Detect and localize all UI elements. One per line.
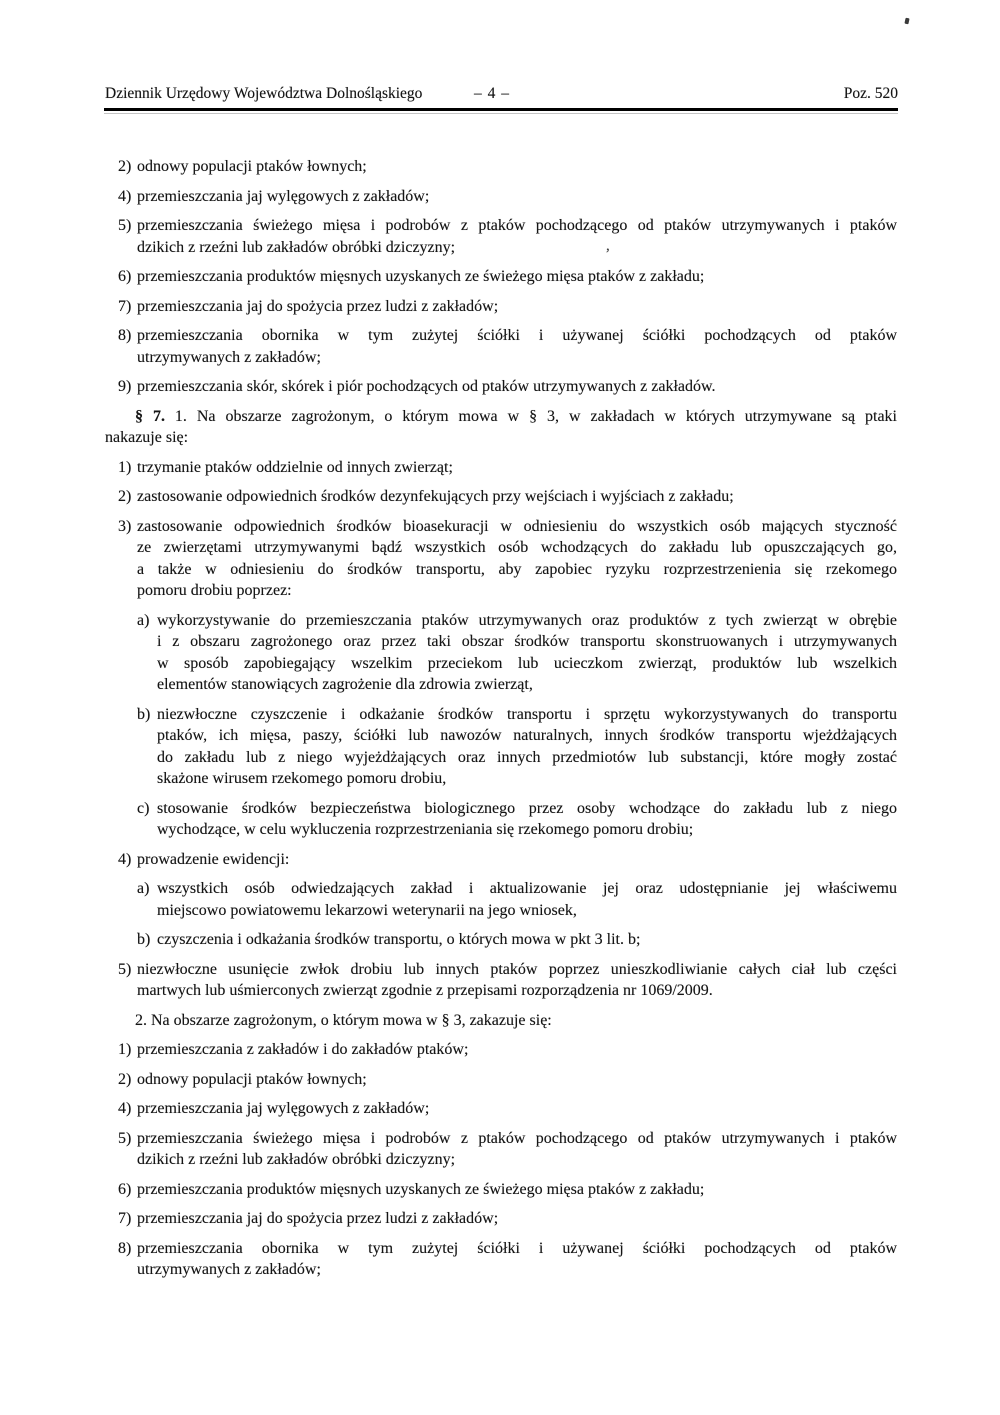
list-marker: 7) — [118, 1210, 132, 1227]
text-line: a także w odniesieniu do środków transportu, aby zapobiec ryzyku rozprzestrzenienia się rzekomego — [137, 560, 897, 578]
text-line: przemieszczania produktów mięsnych uzyskanych ze świeżego mięsa ptaków z zakładu; — [137, 268, 705, 285]
text-line: przemieszczania świeżego mięsa i podrobów z ptaków pochodzącego od ptaków utrzymywanych i ptaków — [137, 1129, 897, 1147]
list-marker: 1) — [118, 458, 132, 476]
list-item — [105, 215, 897, 258]
list-marker: 1) — [118, 1041, 132, 1058]
list-marker: 2) — [118, 488, 132, 505]
list-item — [105, 266, 897, 288]
list-item — [105, 704, 897, 790]
text-line: martwych lub uśmierconych zwierząt zgodnie z przepisami rozporządzenia nr 1069/2009. — [137, 982, 713, 999]
list-item — [105, 878, 897, 921]
list-item — [105, 1098, 897, 1120]
text-line: pomoru drobiu poprzez: — [137, 582, 292, 599]
text-line: przemieszczania jaj do spożycia przez ludzi z zakładów; — [137, 297, 499, 315]
list-marker: 2) — [118, 1070, 132, 1088]
text-line: nakazuje się: — [105, 429, 189, 446]
text-line: wszystkich osób odwiedzających zakład i aktualizowanie jej oraz udostępnianie jej właściwemu — [157, 880, 897, 897]
list-marker: a) — [137, 611, 150, 629]
section-number-bold: § 7. — [135, 407, 175, 425]
list-item — [105, 1039, 897, 1061]
list-item — [105, 1238, 897, 1281]
header-position-number: Poz. 520 — [843, 85, 898, 102]
header-page-number: – 4 – — [474, 85, 510, 102]
text-line: i z obszaru zagrożonego oraz przez taki obszar środków transportu skonstruowanych i utrzymywanych — [157, 633, 897, 650]
list-marker: 2) — [118, 158, 132, 175]
list-item — [105, 156, 897, 178]
section-paragraph — [105, 1010, 897, 1032]
text-line: do zakładu lub z niego wyjeżdżających oraz innych przedmiotów lub substancji, które mogły zostać — [157, 748, 897, 766]
list-marker: b) — [137, 931, 151, 948]
list-item — [105, 959, 897, 1002]
list-marker: 5) — [118, 960, 132, 978]
text-line: stosowanie środków bezpieczeństwa biologicznego przez osoby wchodzące do zakładu lub z niego — [157, 799, 897, 817]
header-rule — [104, 108, 898, 111]
text-line: przemieszczania jaj wylęgowych z zakładów; — [137, 1100, 430, 1117]
text-line: dzikich z rzeźni lub zakładów obróbki dziczyzny; — [137, 1151, 456, 1168]
list-marker: 4) — [118, 187, 132, 205]
text-line: zastosowanie odpowiednich środków bioasekuracji w odniesieniu do wszystkich osób mających styczność — [137, 517, 897, 535]
header-rule-echo — [104, 113, 898, 114]
list-item — [105, 1208, 897, 1230]
text-line: przemieszczania z zakładów i do zakładów ptaków; — [137, 1041, 469, 1058]
scan-artifact-speck — [904, 18, 909, 25]
text-line: 2. Na obszarze zagrożonym, o którym mowa w § 3, zakazuje się: — [135, 1011, 552, 1029]
text-line: niezwłoczne usunięcie zwłok drobiu lub innych ptaków poprzez unieszkodliwianie całych ciał lub części — [137, 960, 897, 978]
list-marker: 6) — [118, 1180, 132, 1198]
list-marker: 8) — [118, 1239, 132, 1257]
text-line: elementów stanowiących zagrożenie dla zdrowia zwierząt, — [157, 676, 533, 693]
text-line: miejscowo powiatowemu lekarzowi weterynarii na jego wniosek, — [157, 901, 577, 919]
list-item — [105, 516, 897, 602]
section-paragraph — [105, 406, 897, 449]
list-marker: 6) — [118, 268, 132, 285]
list-marker: 5) — [118, 217, 132, 234]
text-line: czyszczenia i odkażania środków transportu, o których mowa w pkt 3 lit. b; — [157, 931, 641, 948]
text-line: odnowy populacji ptaków łownych; — [137, 158, 367, 175]
text-line: ptaków, ich mięsa, paszy, ściółki lub nawozów naturalnych, innych środków transportu wjeżdżających — [157, 727, 897, 744]
text-line: przemieszczania jaj do spożycia przez ludzi z zakładów; — [137, 1210, 499, 1227]
text-line: niezwłoczne czyszczenie i odkażanie środków transportu i sprzętu wykorzystywanych do transportu — [157, 705, 897, 723]
list-item — [105, 1128, 897, 1171]
text-line: wykorzystywanie do przemieszczania ptaków utrzymywanych oraz produktów z tych zwierząt w obrębie — [157, 611, 897, 629]
text-line: przemieszczania jaj wylęgowych z zakładów; — [137, 187, 430, 205]
text-line: wychodzące, w celu wykluczenia rozprzestrzeniania się rzekomego pomoru drobiu; — [157, 821, 694, 838]
list-marker: 7) — [118, 297, 132, 315]
list-item — [105, 296, 897, 318]
list-marker: 5) — [118, 1129, 132, 1147]
list-item — [105, 376, 897, 398]
text-line: przemieszczania świeżego mięsa i podrobów z ptaków pochodzącego od ptaków utrzymywanych i ptaków — [137, 217, 897, 234]
list-marker: 9) — [118, 378, 132, 395]
text-line: przemieszczania obornika w tym zużytej ściółki i używanej ściółki pochodzących od ptaków — [137, 327, 897, 344]
list-marker: 4) — [118, 850, 132, 868]
list-item — [105, 610, 897, 696]
list-item — [105, 325, 897, 368]
scan-artifact-comma: , — [606, 238, 610, 254]
header-journal-title: Dziennik Urzędowy Województwa Dolnośląskiego — [105, 85, 423, 102]
list-marker: 8) — [118, 327, 132, 344]
list-marker: 3) — [118, 517, 132, 535]
list-marker: a) — [137, 880, 150, 897]
text-line: § 7. 1. Na obszarze zagrożonym, o którym mowa w § 3, w zakładach w których utrzymywane są ptaki — [135, 407, 898, 425]
text-line: zastosowanie odpowiednich środków dezynfekujących przy wejściach i wyjściach z zakładu; — [137, 488, 734, 505]
list-marker: 4) — [118, 1100, 132, 1117]
text-line: dzikich z rzeźni lub zakładów obróbki dziczyzny; — [137, 238, 456, 256]
text-line: utrzymywanych z zakładów; — [137, 1261, 321, 1278]
document-body — [105, 156, 897, 1289]
text-line: ze zwierzętami utrzymywanymi bądź wszystkich osób wchodzących do zakładu lub opuszczających go, — [137, 539, 897, 556]
list-item — [105, 929, 897, 951]
list-item — [105, 457, 897, 479]
list-item — [105, 798, 897, 841]
text-line: przemieszczania skór, skórek i piór pochodzących od ptaków utrzymywanych z zakładów. — [137, 378, 716, 395]
text-line: prowadzenie ewidencji: — [137, 850, 290, 868]
text-line: przemieszczania produktów mięsnych uzyskanych ze świeżego mięsa ptaków z zakładu; — [137, 1180, 705, 1198]
text-line: utrzymywanych z zakładów; — [137, 348, 321, 366]
text-line: odnowy populacji ptaków łownych; — [137, 1070, 367, 1088]
text-line: przemieszczania obornika w tym zużytej ściółki i używanej ściółki pochodzących od ptaków — [137, 1239, 897, 1257]
text-line: w sposób zapobiegający wszelkim przeciekom lub ucieczkom zwierząt, produktów lub wszelkich — [157, 654, 897, 672]
list-item — [105, 1069, 897, 1091]
list-item — [105, 486, 897, 508]
list-marker: c) — [137, 799, 150, 817]
list-item — [105, 186, 897, 208]
list-marker: b) — [137, 705, 151, 723]
list-item — [105, 1179, 897, 1201]
text-line: skażone wirusem rzekomego pomoru drobiu, — [157, 770, 447, 787]
text-line: trzymanie ptaków oddzielnie od innych zwierząt; — [137, 458, 453, 476]
list-item — [105, 849, 897, 871]
